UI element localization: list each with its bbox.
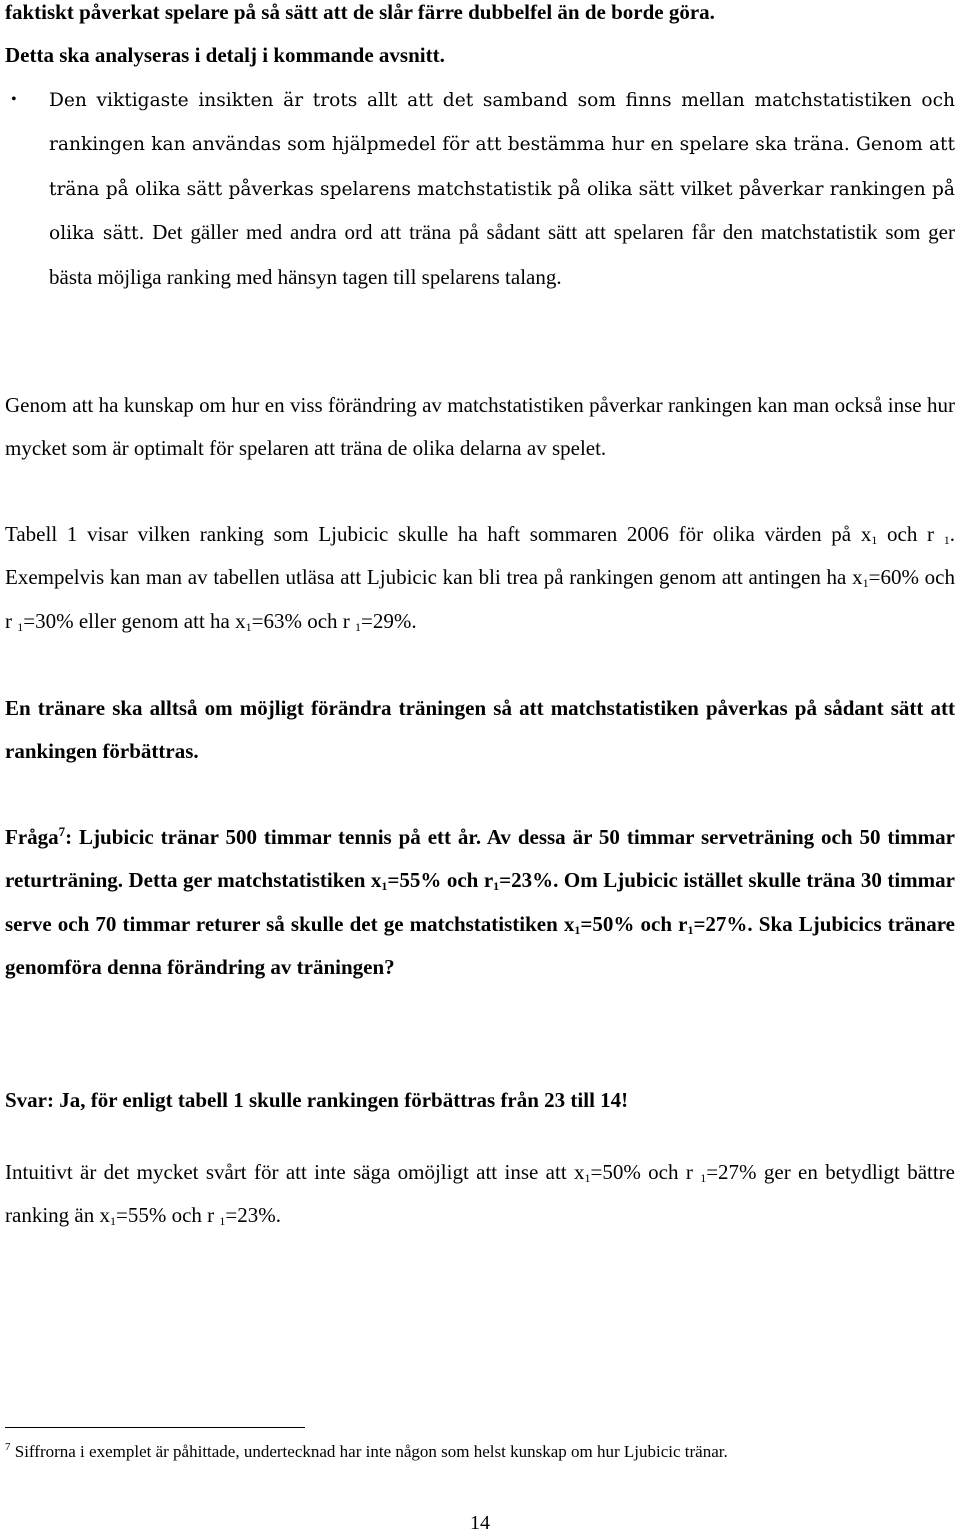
question-text-1: : Ljubicic tränar 500 timmar tennis på ett år. Av dessa är 50 timmar serveträning och 50 timmar returträning. Detta ger matchstatistiken x bbox=[5, 825, 955, 893]
footnote-text: Siffrorna i exemplet är påhittade, undertecknad har inte någon som helst kunskap om hur Ljubicic tränar. bbox=[10, 1442, 728, 1461]
intuition-text-5: =23%. bbox=[225, 1203, 281, 1228]
table-text-3: . Exempelvis kan man av tabellen utläsa att Ljubicic kan bli trea på rankingen genom att antingen ha x bbox=[5, 522, 955, 590]
bullet-paragraph bbox=[49, 78, 955, 299]
subscript: 1 bbox=[381, 879, 388, 894]
question-paragraph bbox=[5, 816, 955, 990]
intuition-paragraph bbox=[5, 1151, 955, 1238]
subscript: 1 bbox=[862, 576, 869, 591]
question-label: Fråga bbox=[5, 825, 59, 849]
subscript: 1 bbox=[871, 533, 878, 547]
bold-statement: En tränare ska alltså om möjligt förändra träningen så att matchstatistiken påverkas på sådant sätt att rankingen förbättras. bbox=[5, 696, 955, 764]
table-text-5: =30% eller genom att ha x bbox=[23, 608, 246, 633]
answer-paragraph: Svar: Ja, för enligt tabell 1 skulle rankingen förbättras från 23 till 14! bbox=[5, 1088, 629, 1112]
table-reference-paragraph bbox=[5, 513, 955, 643]
subscript: 1 bbox=[700, 1171, 707, 1185]
question-text-4: =50% och r bbox=[580, 911, 688, 936]
question-text-5: =27%. Ska Ljubicics tränare genomföra denna förändring av träningen? bbox=[5, 911, 955, 980]
subscript: 1 bbox=[219, 1214, 226, 1229]
page-number: 14 bbox=[470, 1512, 490, 1534]
subscript: 1 bbox=[943, 533, 950, 547]
intuition-text-3: =27% ger en betydligt bättre ranking än x bbox=[5, 1160, 955, 1228]
table-text-4: =60% och r bbox=[5, 565, 955, 633]
subscript: 1 bbox=[687, 922, 694, 937]
bullet-text-b: Det gäller med andra ord att träna på sådant sätt att spelaren får den matchstatistik som ger bästa möjliga ranking med hänsyn tagen till spelarens talang. bbox=[49, 220, 955, 289]
footnote bbox=[5, 1438, 728, 1466]
question-text-3: =23%. Om Ljubicic istället skulle träna 30 timmar serve och 70 timmar returer så skulle det ge matchstatistiken x bbox=[5, 868, 955, 936]
intuition-text-1: Intuitivt är det mycket svårt för att inte säga omöjligt att inse att x bbox=[5, 1160, 585, 1184]
knowledge-paragraph: Genom att ha kunskap om hur en viss förändring av matchstatistiken påverkar rankingen kan man också inse hur mycket som är optimalt för spelaren att träna de olika delarna av spelet. bbox=[5, 393, 955, 461]
subscript: 1 bbox=[17, 619, 24, 634]
bullet-marker: • bbox=[11, 91, 17, 108]
table-text-2: och r bbox=[877, 522, 944, 546]
footnote-separator bbox=[5, 1427, 305, 1428]
question-text-2: =55% och r bbox=[387, 868, 494, 893]
intuition-text-4: =55% och r bbox=[115, 1203, 220, 1228]
table-text-6: =63% och r bbox=[251, 608, 356, 633]
subscript: 1 bbox=[574, 922, 581, 937]
subscript: 1 bbox=[493, 879, 500, 894]
intro-line-1: faktiskt påverkat spelare på så sätt att de slår färre dubbelfel än de borde göra. bbox=[5, 0, 715, 24]
subscript: 1 bbox=[584, 1171, 591, 1185]
intuition-text-2: =50% och r bbox=[590, 1160, 701, 1184]
intro-paragraph bbox=[5, 0, 955, 78]
bullet-text-a: Den viktigaste insikten är trots allt att det samband som finns mellan matchstatistiken och rankingen kan användas som hjälpmedel för att bestämma hur en spelare ska träna. Genom att träna på olika sätt påverkas spelarens matchstatistik på olika sätt vilket påverkar rankingen på olika sätt. bbox=[49, 90, 955, 245]
subscript: 1 bbox=[109, 1214, 116, 1229]
intro-line-2: Detta ska analyseras i detalj i kommande avsnitt. bbox=[5, 43, 445, 68]
table-text-7: =29%. bbox=[361, 608, 417, 633]
subscript: 1 bbox=[355, 619, 362, 634]
subscript: 1 bbox=[245, 619, 252, 634]
footnote-mark: 7 bbox=[5, 1441, 11, 1453]
table-text-1: Tabell 1 visar vilken ranking som Ljubicic skulle ha haft sommaren 2006 för olika värden på x bbox=[5, 522, 872, 546]
footnote-reference: 7 bbox=[58, 824, 66, 839]
